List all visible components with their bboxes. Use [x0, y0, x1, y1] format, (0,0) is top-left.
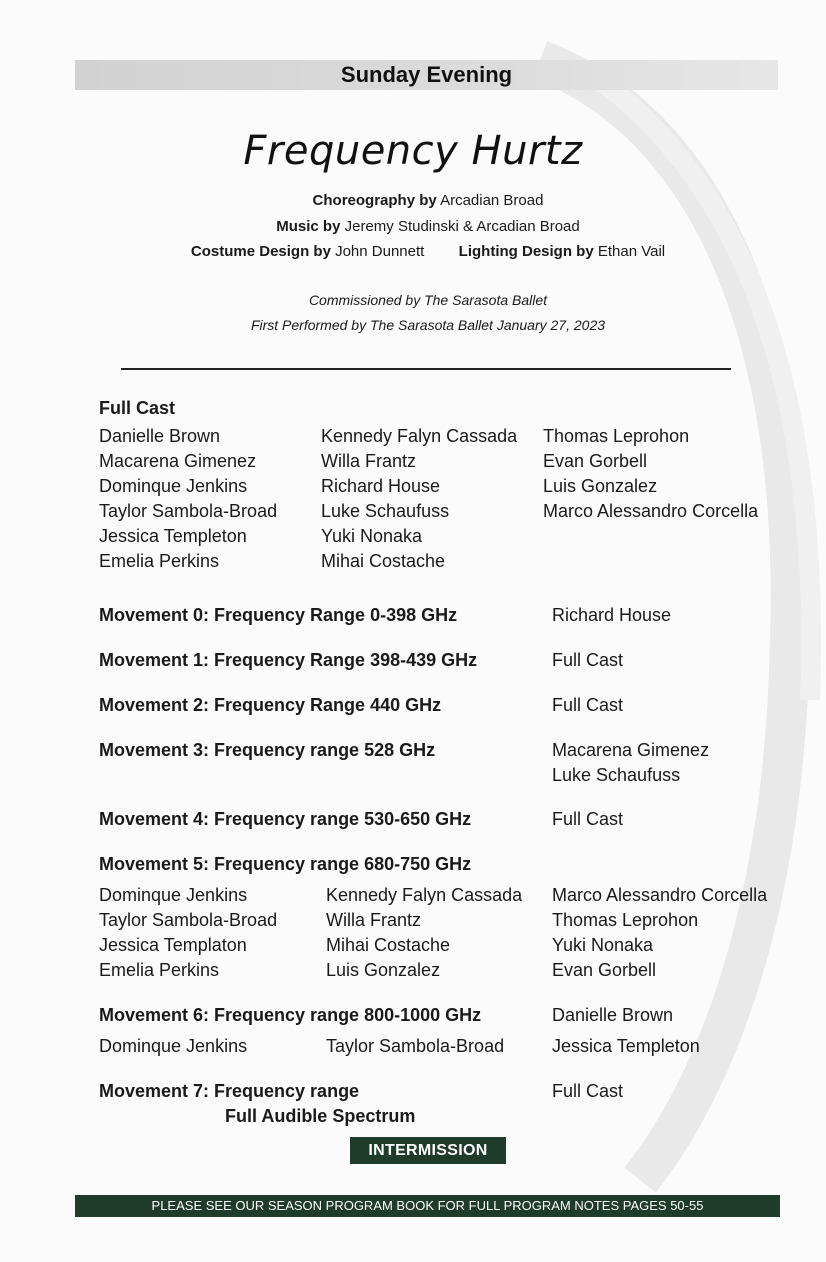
movement-5-cast: Thomas Leprohon — [552, 910, 699, 930]
movement-5-cast: Kennedy Falyn Cassada — [326, 885, 523, 905]
program-title: Frequency Hurtz — [243, 128, 583, 174]
cast-name: Taylor Sambola-Broad — [99, 501, 278, 521]
movement-6-cast: Danielle Brown — [552, 1005, 674, 1025]
header-band — [75, 60, 778, 90]
choreography-label: Choreography by — [312, 192, 437, 209]
costume-label: Costume Design by — [190, 243, 331, 260]
full-cast-heading: Full Cast — [99, 398, 176, 418]
footer-note: PLEASE SEE OUR SEASON PROGRAM BOOK FOR FULL PROGRAM NOTES PAGES 50-55 — [75, 1195, 780, 1217]
movement-5-cast: Mihai Costache — [326, 935, 451, 955]
movement-7-subtitle: Full Audible Spectrum — [225, 1106, 416, 1126]
movement-6-cast: Taylor Sambola-Broad — [326, 1036, 505, 1056]
movement-6-title: Movement 6: Frequency range 800-1000 GHz — [99, 1005, 482, 1025]
movement-0-cast: Richard House — [552, 605, 672, 625]
music-label: Music by — [276, 218, 341, 235]
movement-4-title: Movement 4: Frequency range 530-650 GHz — [99, 809, 472, 829]
divider — [121, 368, 731, 370]
movement-3-cast: Macarena Gimenez — [552, 740, 710, 760]
cast-name: Yuki Nonaka — [321, 526, 423, 546]
cast-name: Danielle Brown — [99, 426, 221, 446]
music-credit — [0, 218, 826, 235]
movement-6-cast: Dominque Jenkins — [99, 1036, 248, 1056]
movement-1-cast: Full Cast — [552, 650, 624, 670]
first-performed-line: First Performed by The Sarasota Ballet January 27, 2023 — [250, 317, 606, 333]
header-title: Sunday Evening — [340, 62, 513, 87]
movement-5-cast: Marco Alessandro Corcella — [552, 885, 768, 905]
cast-name: Luke Schaufuss — [321, 501, 450, 521]
movement-5-cast: Willa Frantz — [326, 910, 422, 930]
movement-5-cast: Emelia Perkins — [99, 960, 220, 980]
cast-name: Emelia Perkins — [99, 551, 220, 571]
music-value: Jeremy Studinski & Arcadian Broad — [344, 218, 580, 235]
movement-7-title: Movement 7: Frequency range — [99, 1081, 360, 1101]
cast-name: Jessica Templeton — [99, 526, 247, 546]
intermission-badge: INTERMISSION — [350, 1137, 506, 1164]
movement-5-title: Movement 5: Frequency range 680-750 GHz — [99, 854, 472, 874]
movement-5-cast: Luis Gonzalez — [326, 960, 441, 980]
movement-6-cast: Jessica Templeton — [552, 1036, 700, 1056]
movement-2-cast: Full Cast — [552, 695, 624, 715]
choreography-value: Arcadian Broad — [440, 192, 544, 209]
lighting-label: Lighting Design by — [458, 243, 594, 260]
cast-name: Macarena Gimenez — [99, 451, 257, 471]
cast-name: Thomas Leprohon — [543, 426, 690, 446]
cast-name: Richard House — [321, 476, 441, 496]
commissioned-line: Commissioned by The Sarasota Ballet — [308, 292, 548, 308]
movement-4-cast: Full Cast — [552, 809, 624, 829]
movement-0-title: Movement 0: Frequency Range 0-398 GHz — [99, 605, 458, 625]
movement-3-title: Movement 3: Frequency range 528 GHz — [99, 740, 436, 760]
movement-5-cast: Evan Gorbell — [552, 960, 657, 980]
cast-name: Willa Frantz — [321, 451, 417, 471]
movement-5-cast: Taylor Sambola-Broad — [99, 910, 278, 930]
cast-name: Marco Alessandro Corcella — [543, 501, 759, 521]
movement-5-cast: Yuki Nonaka — [552, 935, 654, 955]
movement-5-cast: Jessica Templaton — [99, 935, 247, 955]
design-credits — [0, 243, 826, 260]
lighting-value: Ethan Vail — [597, 243, 666, 260]
movement-2-title: Movement 2: Frequency Range 440 GHz — [99, 695, 442, 715]
movement-5-cast: Dominque Jenkins — [99, 885, 248, 905]
costume-value: John Dunnett — [335, 243, 425, 260]
choreography-credit — [0, 192, 826, 209]
movement-1-title: Movement 1: Frequency Range 398-439 GHz — [99, 650, 478, 670]
movement-7-cast: Full Cast — [552, 1081, 624, 1101]
cast-name: Dominque Jenkins — [99, 476, 248, 496]
cast-name: Mihai Costache — [321, 551, 446, 571]
cast-name: Evan Gorbell — [543, 451, 648, 471]
cast-name: Kennedy Falyn Cassada — [321, 426, 518, 446]
movement-3-cast: Luke Schaufuss — [552, 765, 681, 785]
cast-name: Luis Gonzalez — [543, 476, 658, 496]
